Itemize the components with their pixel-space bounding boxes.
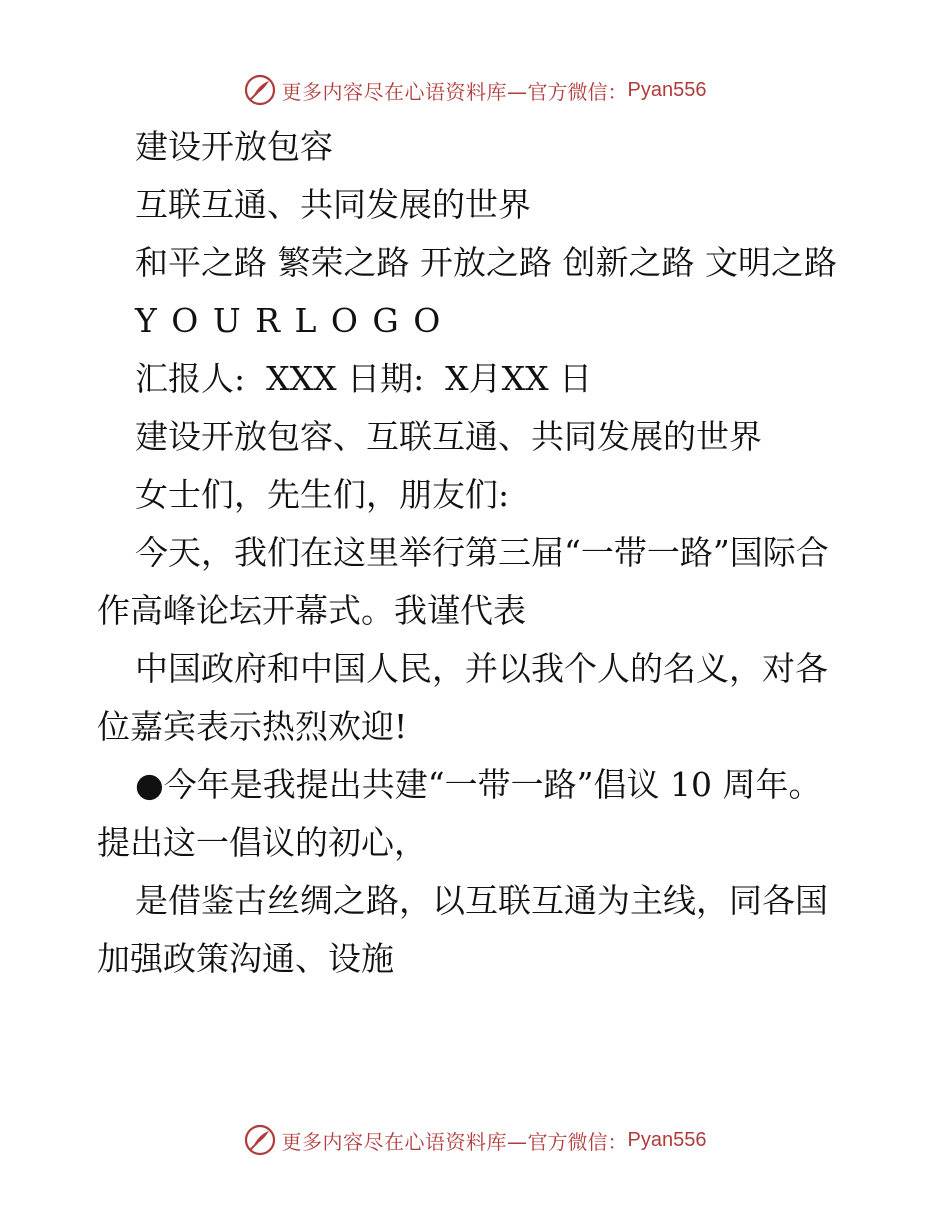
paragraph-greeting: 女士们，先生们，朋友们: [135, 475, 510, 514]
paragraph-full-title: 建设开放包容、互联互通、共同发展的世界 [135, 417, 762, 456]
watermark-wechat-id: Pyan556 [627, 1128, 707, 1151]
feather-pen-logo-icon [244, 1124, 276, 1156]
watermark-wechat-id: Pyan556 [627, 78, 707, 101]
paragraph-opening: 今天，我们在这里举行第三届“一带一路”国际合作高峰论坛开幕式。我谨代表 [97, 533, 829, 630]
paragraph-your-logo: Y O U R L O G O [135, 301, 443, 340]
watermark-footer [0, 1120, 950, 1160]
paragraph-five-roads: 和平之路 繁荣之路 开放之路 创新之路 文明之路 [135, 243, 837, 282]
watermark-wechat-label: 官方微信： [527, 79, 628, 104]
feather-pen-logo-icon [244, 74, 276, 106]
paragraph-silk-road: 是借鉴古丝绸之路，以互联互通为主线，同各国加强政策沟通、设施 [97, 881, 828, 978]
document-body [97, 118, 853, 988]
paragraph-title-part1: 建设开放包容 [135, 127, 333, 166]
watermark-header [0, 70, 950, 110]
paragraph-welcome: 中国政府和中国人民，并以我个人的名义，对各位嘉宾表示热烈欢迎! [97, 649, 828, 746]
watermark-wechat-label: 官方微信： [527, 1129, 628, 1154]
watermark-text: 更多内容尽在心语资料库— [281, 79, 528, 104]
paragraph-anniversary: ●今年是我提出共建“一带一路”倡议 10 周年。提出这一倡议的初心， [97, 765, 822, 862]
watermark-text: 更多内容尽在心语资料库— [281, 1129, 528, 1154]
paragraph-reporter-date: 汇报人: XXX 日期: X月XX 日 [135, 359, 593, 398]
paragraph-title-part2: 互联互通、共同发展的世界 [135, 185, 531, 224]
